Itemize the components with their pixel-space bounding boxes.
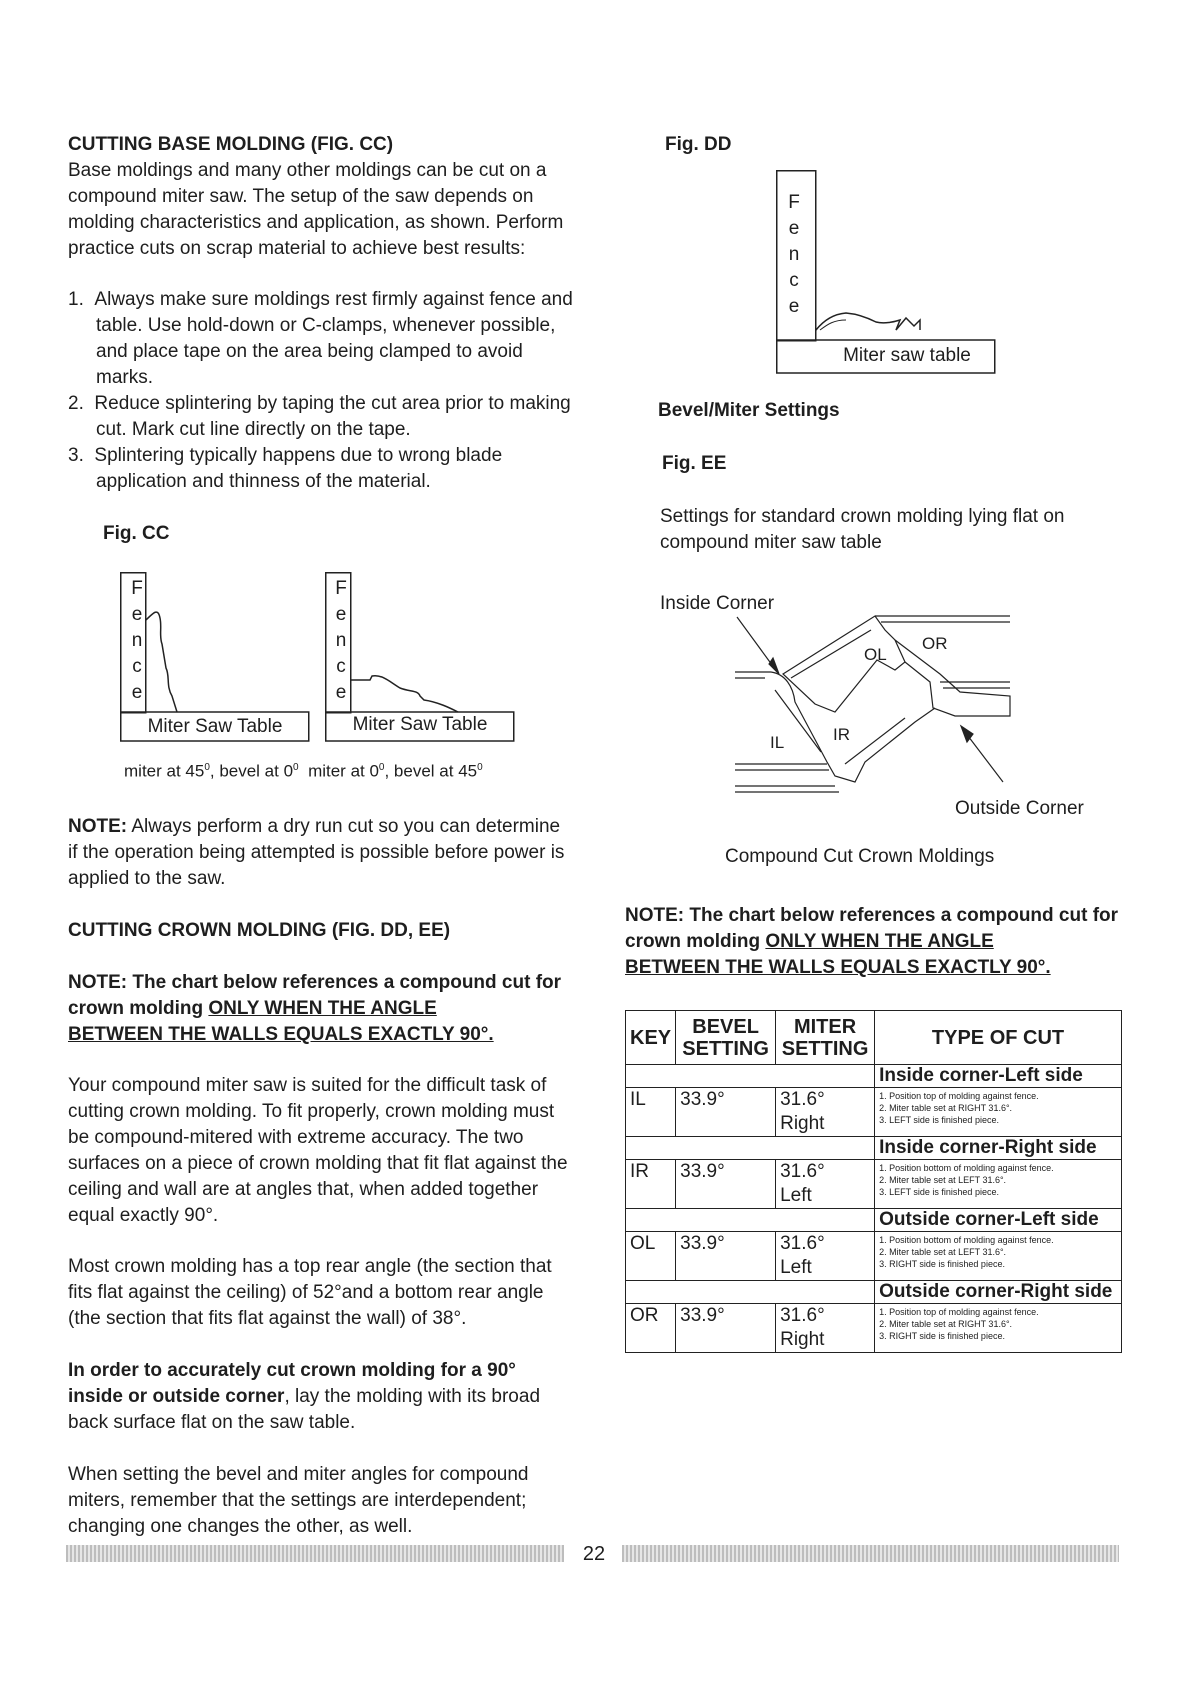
page-number: 22 [582, 1543, 606, 1565]
table-label-left: Miter Saw Table [147, 716, 283, 737]
cutting-base-heading: CUTTING BASE MOLDING (FIG. CC) [68, 134, 394, 155]
base-steps-list [68, 287, 573, 495]
table-row [626, 1304, 1122, 1353]
label-ol: OL [864, 645, 887, 664]
base-step-1: 1. Always make sure moldings rest firmly against fence and table. Use hold-down or C-clamps, whenever possible, and place tape on the area being clamped to avoid marks. [68, 289, 573, 388]
bevel-miter-heading: Bevel/Miter Settings [658, 400, 840, 421]
fig-cc-label: Fig. CC [103, 523, 170, 544]
section-title-row [626, 1065, 1122, 1088]
table-row [626, 1088, 1122, 1137]
cell-key: IR [626, 1160, 676, 1209]
cell-bevel: 33.9° [676, 1232, 776, 1281]
table-row [626, 1232, 1122, 1281]
base-molding-left [146, 612, 177, 712]
table-label-right: Miter Saw Table [352, 714, 488, 735]
section-title: Inside corner-Left side [875, 1065, 1122, 1088]
fence-letters-left: F e n c e [131, 578, 143, 703]
cutting-crown-heading: CUTTING CROWN MOLDING (FIG. DD, EE) [68, 920, 451, 941]
header-miter: MITER SETTING [776, 1011, 875, 1065]
crown-paragraph-2: Most crown molding has a top rear angle (the section that fits flat against the ceiling) of 52°and a bottom rear angle (the section that fits flat against the wall) of 38°. [68, 1256, 552, 1329]
section-title: Outside corner-Right side [875, 1281, 1122, 1304]
footer-bar-right [622, 1545, 1119, 1562]
table-header-row [626, 1011, 1122, 1065]
crown-paragraph-1: Your compound miter saw is suited for the difficult task of cutting crown molding. To fit properly, crown molding must be compound-mitered with extreme accuracy. The two surfaces on a piece of crown molding that fit flat against the ceiling and wall are at angles that, when added together equal exactly 90°. [68, 1075, 568, 1226]
base-step-3: 3. Splintering typically happens due to wrong blade application and thinness of the material. [68, 445, 503, 492]
fig-ee-label: Fig. EE [662, 453, 727, 474]
cell-steps: 1. Position bottom of molding against fence. 2. Miter table set at LEFT 31.6°. 3. LEFT side is finished piece. [875, 1160, 1122, 1209]
crown-note-left: NOTE: The chart below references a compound cut for crown molding ONLY WHEN THE ANGLE BETWEEN THE WALLS EQUALS EXACTLY 90°. [68, 972, 562, 1045]
section-title: Inside corner-Right side [875, 1137, 1122, 1160]
outside-corner-label: Outside Corner [955, 798, 1084, 819]
label-or: OR [922, 634, 948, 653]
crown-paragraph-4: When setting the bevel and miter angles for compound miters, remember that the settings are interdependent; changing one changes the other, as well. [68, 1464, 529, 1537]
section-title: Outside corner-Left side [875, 1209, 1122, 1232]
section-title-row [626, 1281, 1122, 1304]
fig-dd-label: Fig. DD [665, 134, 732, 155]
footer-bar-left [66, 1545, 564, 1562]
fence-letters-right: F e n c e [335, 578, 347, 703]
bevel-miter-settings-table [625, 1010, 1122, 1353]
cell-miter: 31.6° Left [776, 1232, 875, 1281]
table-row [626, 1160, 1122, 1209]
header-bevel: BEVEL SETTING [676, 1011, 776, 1065]
cell-steps: 1. Position top of molding against fence. 2. Miter table set at RIGHT 31.6°. 3. LEFT side is finished piece. [875, 1088, 1122, 1137]
header-key: KEY [626, 1011, 676, 1065]
crown-note-right: NOTE: The chart below references a compound cut for crown molding ONLY WHEN THE ANGLE BETWEEN THE WALLS EQUALS EXACTLY 90°. [625, 905, 1119, 978]
cell-bevel: 33.9° [676, 1088, 776, 1137]
crown-molding-dd [816, 313, 920, 330]
cell-miter: 31.6° Right [776, 1088, 875, 1137]
cell-steps: 1. Position bottom of molding against fence. 2. Miter table set at LEFT 31.6°. 3. RIGHT side is finished piece. [875, 1232, 1122, 1281]
base-intro-paragraph: Base moldings and many other moldings can be cut on a compound miter saw. The setup of the saw depends on molding characteristics and application, as shown. Perform practice cuts on scrap material to achieve best results: [68, 160, 564, 259]
cell-miter: 31.6° Left [776, 1160, 875, 1209]
base-step-2: 2. Reduce splintering by taping the cut area prior to making cut. Mark cut line directly on the tape. [68, 393, 571, 440]
section-title-row [626, 1137, 1122, 1160]
cell-key: OR [626, 1304, 676, 1353]
dry-run-note: NOTE: Always perform a dry run cut so you can determine if the operation being attempted is possible before power is applied to the saw. [68, 816, 565, 889]
section-title-row [626, 1209, 1122, 1232]
header-type: TYPE OF CUT [875, 1011, 1122, 1065]
label-ir: IR [833, 725, 850, 744]
table-label-dd: Miter saw table [843, 345, 971, 366]
crown-paragraph-3: In order to accurately cut crown molding for a 90° inside or outside corner, lay the molding with its broad back surface flat on the saw table. [68, 1360, 541, 1433]
fig-ee-caption: Compound Cut Crown Moldings [725, 846, 995, 867]
label-il: IL [770, 733, 785, 752]
cell-key: OL [626, 1232, 676, 1281]
cell-bevel: 33.9° [676, 1304, 776, 1353]
fig-ee-intro: Settings for standard crown molding lying flat on compound miter saw table [660, 506, 1065, 553]
cell-key: IL [626, 1088, 676, 1137]
cell-miter: 31.6° Right [776, 1304, 875, 1353]
cell-steps: 1. Position top of molding against fence. 2. Miter table set at RIGHT 31.6°. 3. RIGHT side is finished piece. [875, 1304, 1122, 1353]
fig-cc-caption: miter at $45^0$, bevel at $0^0$ miter at $0^0$, bevel at $45^0$ [124, 761, 483, 781]
cell-bevel: 33.9° [676, 1160, 776, 1209]
fig-ee-diagram [735, 612, 1015, 802]
fence-letters-dd: F e n c e [788, 192, 800, 317]
base-molding-right [351, 676, 458, 712]
inside-corner-label: Inside Corner [660, 593, 775, 614]
